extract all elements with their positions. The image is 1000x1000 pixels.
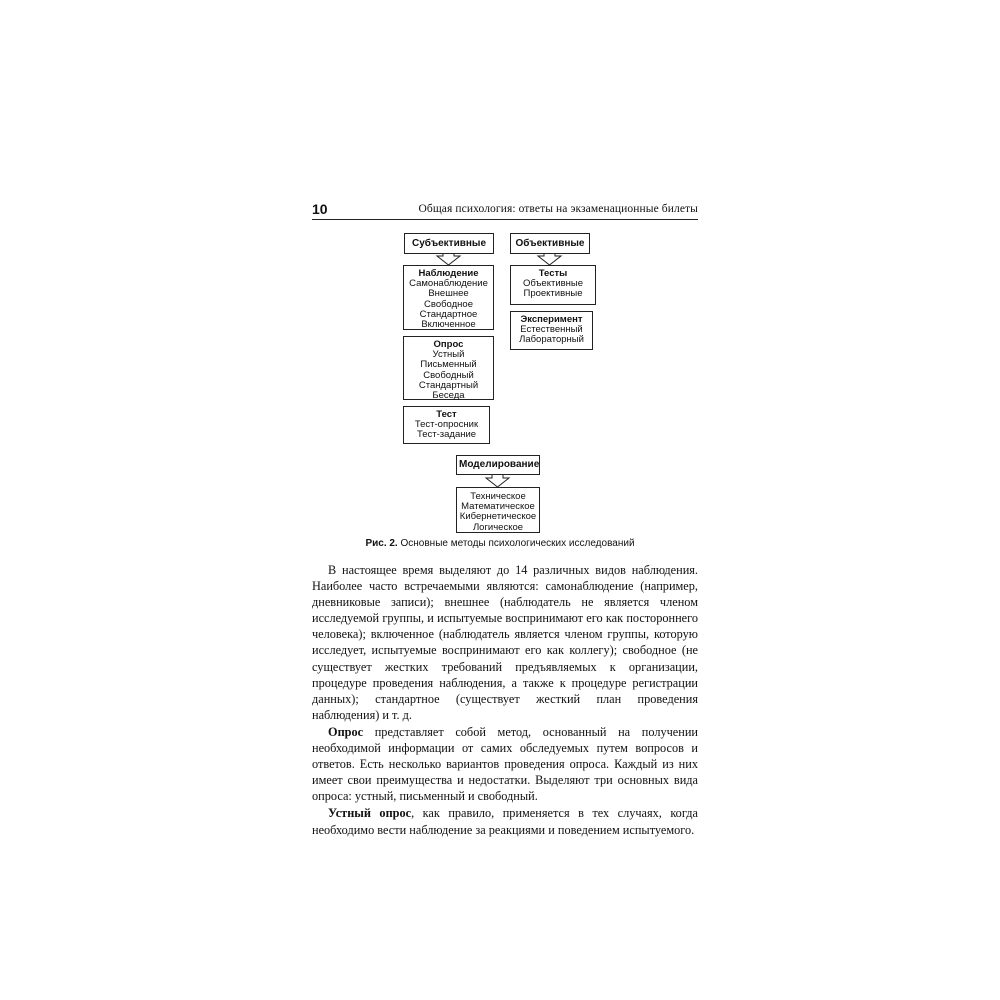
method-box-tests (510, 265, 596, 305)
category-subjective-label: Субъективные (411, 238, 487, 249)
figure-caption-text: Основные методы психологических исследований (400, 538, 635, 549)
method-title: Наблюдение (418, 268, 479, 279)
method-item: Письменный (420, 359, 477, 371)
method-item: Беседа (432, 390, 465, 402)
method-item: Стандартный (418, 379, 479, 391)
method-item: Внешнее (428, 288, 469, 300)
method-box-observation (403, 265, 494, 330)
body-text (312, 562, 698, 838)
method-title: Тест (436, 409, 457, 420)
method-item: Самонаблюдение (409, 278, 488, 290)
method-item: Кибернетическое (459, 511, 537, 523)
method-item: Проективные (523, 288, 583, 300)
term-oral-survey: Устный опрос (328, 806, 412, 821)
running-head: Общая психология: ответы на экзаменационные билеты (418, 203, 698, 215)
category-modeling (456, 455, 540, 475)
method-item: Включенное (421, 319, 476, 331)
method-item: Лабораторный (519, 334, 584, 346)
paragraph-survey-text: представляет собой метод, основанный на получении необходимой информации от самих обследуемых путем вопросов и ответов. Есть несколько вариантов проведения опроса. Каждый из них имеет свои преимущества и недостатки. Выделяют три основных вида опроса: устный, письменный и свободный. (312, 724, 698, 804)
method-item: Математическое (461, 501, 535, 513)
category-modeling-label: Моделирование (459, 459, 540, 470)
method-title: Эксперимент (520, 314, 583, 325)
method-item: Техническое (470, 491, 526, 502)
method-item: Тест-задание (416, 429, 477, 441)
paragraph-survey (312, 724, 698, 804)
method-box-modeling (456, 487, 540, 533)
method-item: Тест-опросник (414, 419, 479, 431)
category-subjective (404, 233, 494, 254)
method-item: Объективные (522, 278, 584, 290)
term-survey: Опрос (328, 724, 364, 739)
method-box-test (403, 406, 490, 444)
method-title: Опрос (433, 339, 464, 350)
page-number: 10 (312, 201, 328, 217)
method-item: Свободное (424, 298, 473, 310)
method-item: Стандартное (419, 308, 478, 320)
arrow-modeling (486, 474, 509, 487)
method-title: Тесты (538, 268, 568, 279)
method-item: Устный (432, 349, 465, 361)
paragraph-observation: В настоящее время выделяют до 14 различных видов наблюдения. Наиболее часто встречаемыми являются: самонаблюдение (например, дневниковые записи); внешнее (наблюдатель не является членом исследуемой группы, и испытуемые воспринимают его как постороннего человека); включенное (наблюдатель является членом группы, которую исследует, испытуемые воспринимают его как коллегу); свободное (не существует жестких требований предъявляемых к организации, процедуре проведения наблюдения, а также к процедуре регистрации данных); стандартное (существует жесткий план проведения наблюдения) и т. д. (312, 563, 698, 722)
method-box-experiment (510, 311, 593, 350)
figure-caption-prefix: Рис. 2. (365, 538, 398, 549)
category-objective-label: Объективные (515, 238, 585, 249)
figure-caption (300, 538, 700, 549)
category-objective (510, 233, 590, 254)
paragraph-oral-survey-text: , как правило, применяется в тех случаях, когда необходимо вести наблюдение за реакциями и поведением испытуемого. (312, 806, 698, 837)
method-box-survey (403, 336, 494, 400)
method-item: Логическое (472, 521, 524, 533)
method-item: Естественный (520, 324, 583, 336)
paragraph-oral-survey (312, 805, 698, 837)
method-item: Свободный (423, 369, 474, 381)
